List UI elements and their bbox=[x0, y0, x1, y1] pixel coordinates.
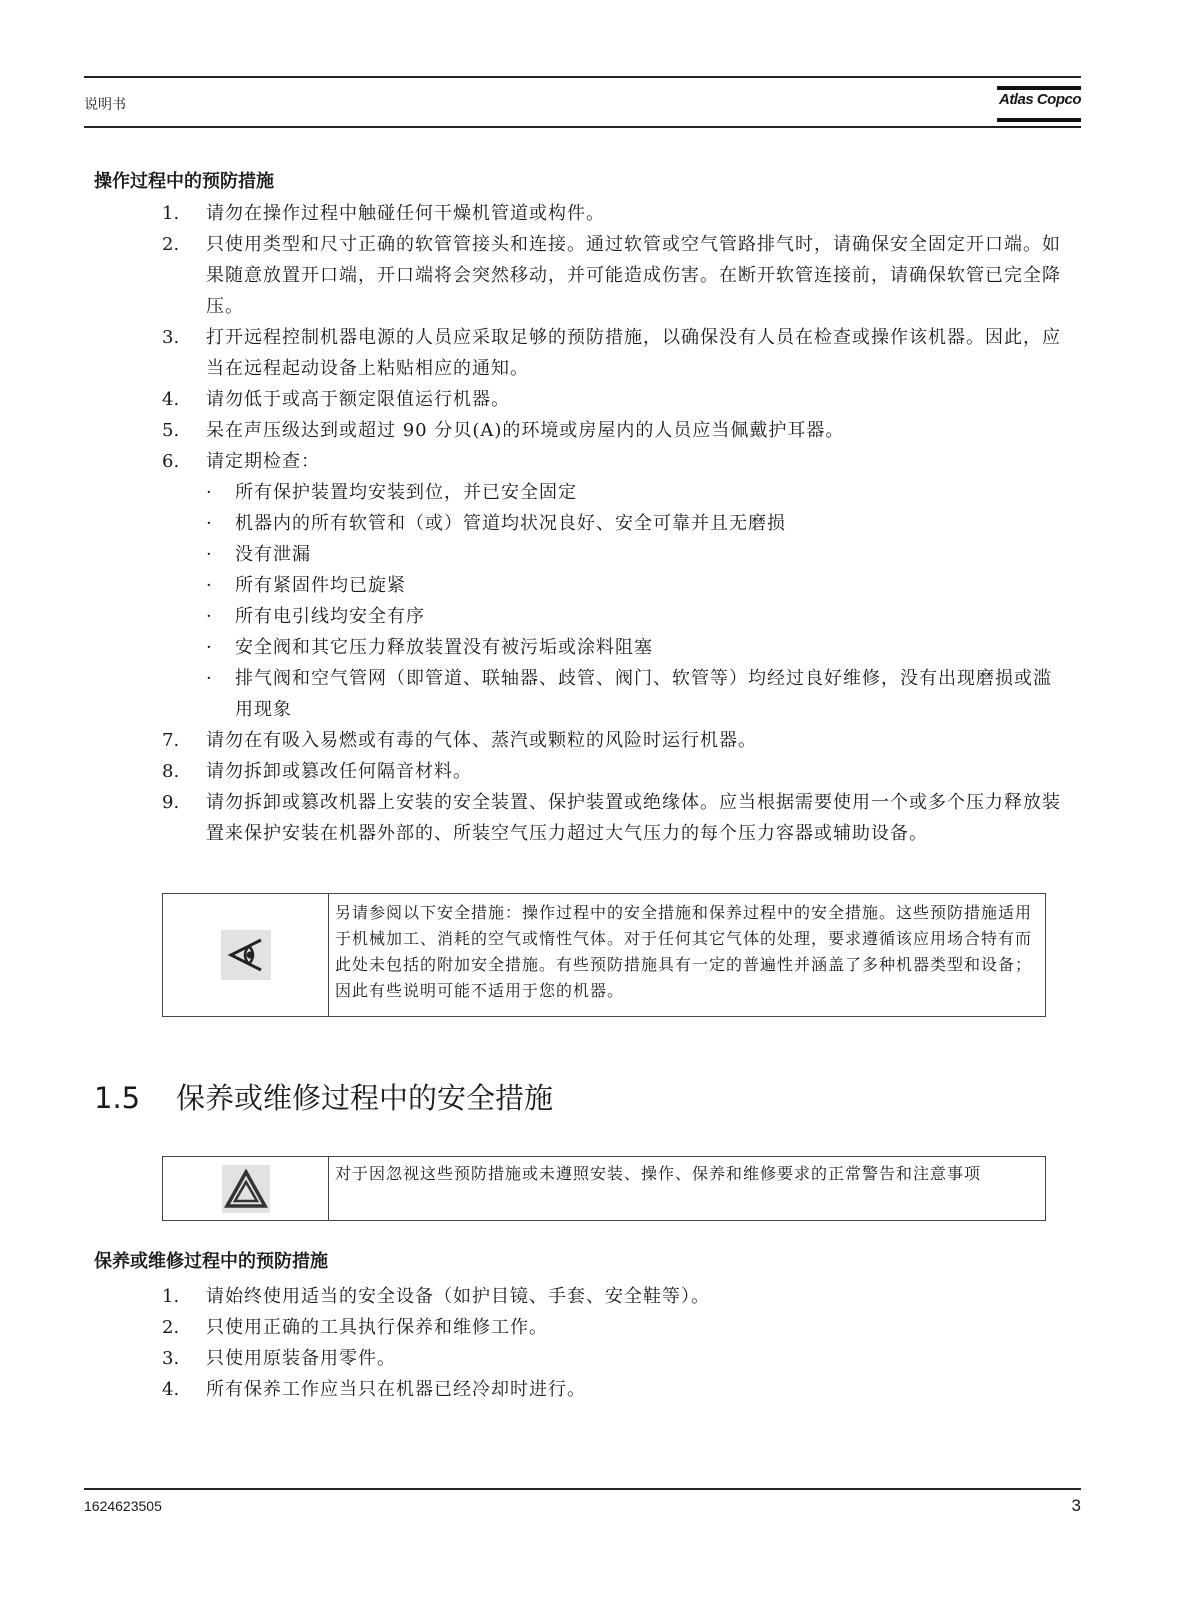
warning-triangle-icon bbox=[222, 1165, 270, 1213]
header-rule-top bbox=[84, 76, 1081, 78]
check-item: · 所有保护装置均安装到位，并已安全固定 bbox=[206, 477, 1074, 508]
list-item: 8. 请勿拆卸或篡改任何隔音材料。 bbox=[162, 761, 472, 782]
note-icon-cell bbox=[163, 894, 329, 1016]
check-item: · 安全阀和其它压力释放装置没有被污垢或涂料阻塞 bbox=[206, 632, 1074, 663]
page-number: 3 bbox=[1071, 1496, 1081, 1515]
warning-box bbox=[162, 1156, 1046, 1221]
document-type-label: 说明书 bbox=[84, 97, 126, 113]
list-item: 4. 请勿低于或高于额定限值运行机器。 bbox=[162, 389, 510, 410]
list-item: 1. 请始终使用适当的安全设备（如护目镜、手套、安全鞋等）。 bbox=[162, 1286, 710, 1307]
section-number: 1.5 bbox=[94, 1081, 141, 1115]
note-text: 另请参阅以下安全措施：操作过程中的安全措施和保养过程中的安全措施。这些预防措施适用于机械加工、消耗的空气或惰性气体。对于任何其它气体的处理，要求遵循该应用场合特有而此处未包括的附加安全措施。有些预防措施具有一定的普遍性并涵盖了多种机器类型和设备；因此有些说明可能不适用于您的机器。 bbox=[335, 903, 1033, 1000]
check-item: · 所有紧固件均已旋紧 bbox=[206, 570, 1074, 601]
warning-text: 对于因忽视这些预防措施或未遵照安装、操作、保养和维修要求的正常警告和注意事项 bbox=[335, 1164, 982, 1183]
page-header bbox=[84, 76, 1081, 128]
operation-list bbox=[162, 198, 1074, 849]
note-box bbox=[162, 893, 1046, 1017]
list-item: 2. 只使用类型和尺寸正确的软管管接头和连接。通过软管或空气管路排气时，请确保安全固定开口端。如果随意放置开口端，开口端将会突然移动，并可能造成伤害。在断开软管连接前，请确保软管已完全降压。 bbox=[162, 234, 1061, 317]
check-item: · 所有电引线均安全有序 bbox=[206, 601, 1074, 632]
check-item: · 机器内的所有软管和（或）管道均状况良好、安全可靠并且无磨损 bbox=[206, 508, 1074, 539]
atlas-copco-logo bbox=[997, 86, 1081, 122]
logo-bar-bottom bbox=[997, 118, 1081, 122]
maintenance-heading: 保养或维修过程中的预防措施 bbox=[94, 1251, 328, 1272]
check-list bbox=[206, 477, 1074, 725]
list-item: 2. 只使用正确的工具执行保养和维修工作。 bbox=[162, 1317, 548, 1338]
check-item: · 没有泄漏 bbox=[206, 539, 1074, 570]
page-footer bbox=[84, 1488, 1081, 1515]
list-item: 1. 请勿在操作过程中触碰任何干燥机管道或构件。 bbox=[162, 203, 605, 224]
section-title-text: 保养或维修过程中的安全措施 bbox=[176, 1081, 554, 1115]
logo-text: Atlas Copco bbox=[998, 91, 1081, 108]
list-item: 9. 请勿拆卸或篡改机器上安装的安全装置、保护装置或绝缘体。应当根据需要使用一个或多个压力释放装置来保护安装在机器外部的、所装空气压力超过大气压力的每个压力容器或辅助设备。 bbox=[162, 792, 1061, 844]
list-item: 4. 所有保养工作应当只在机器已经冷却时进行。 bbox=[162, 1379, 586, 1400]
header-rule-bottom bbox=[84, 126, 1081, 128]
operation-heading: 操作过程中的预防措施 bbox=[94, 171, 274, 192]
eye-icon bbox=[221, 930, 271, 980]
list-item: 3. 只使用原装备用零件。 bbox=[162, 1348, 396, 1369]
list-item: 5. 呆在声压级达到或超过 90 分贝(A)的环境或房屋内的人员应当佩戴护耳器。 bbox=[162, 420, 845, 441]
maintenance-list bbox=[162, 1281, 1074, 1405]
check-item: · 排气阀和空气管网（即管道、联轴器、歧管、阀门、软管等）均经过良好维修，没有出现磨损或滥用现象 bbox=[206, 663, 1074, 725]
footer-rule bbox=[84, 1488, 1081, 1490]
list-item: 6. 请定期检查： · 所有保护装置均安装到位，并已安全固定 · 机器内的所有软管和（或）管道均状况良好、安全可靠并且无磨损 · 没有泄漏 · 所有紧固件均已旋紧 · 所有电引线均安全有序 · 安全阀和其它压力释放装置没有被污垢或涂料阻塞 · 排气阀和空气管网（即管道、联轴器、歧管、阀门、软管等）均经过良好维修，没有出现磨损或滥用现象 bbox=[162, 446, 1074, 725]
list-item: 7. 请勿在有吸入易燃或有毒的气体、蒸汽或颗粒的风险时运行机器。 bbox=[162, 730, 757, 751]
document-number: 1624623505 bbox=[84, 1498, 162, 1514]
list-item: 3. 打开远程控制机器电源的人员应采取足够的预防措施，以确保没有人员在检查或操作该机器。因此，应当在远程起动设备上粘贴相应的通知。 bbox=[162, 327, 1061, 379]
warning-icon-cell bbox=[163, 1157, 329, 1220]
section-title bbox=[94, 1076, 553, 1117]
logo-bar-top bbox=[997, 86, 1081, 90]
